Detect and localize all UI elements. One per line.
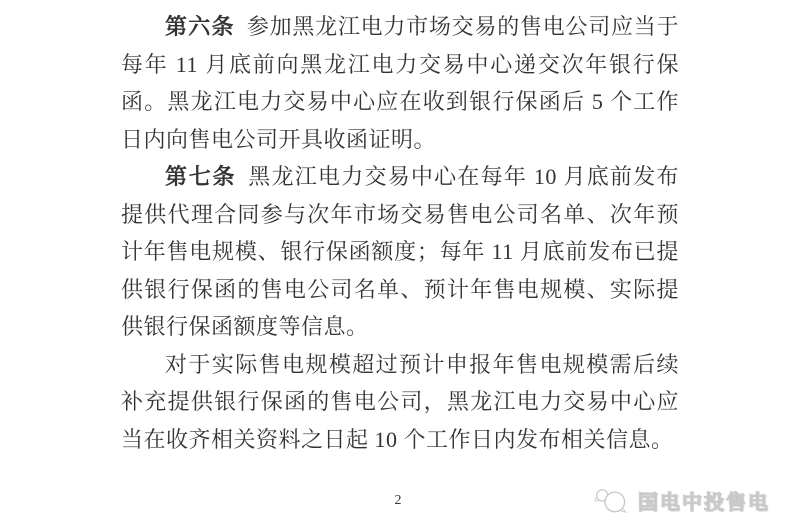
paragraph-article-7 (121, 158, 679, 346)
watermark-label: 国电中投售电 (638, 492, 770, 514)
paragraph-text: 参加黑龙江电力市场交易的售电公司应当于每年 11 月底前向黑龙江电力交易中心递交次年银行保函。黑龙江电力交易中心应在收到银行保函后 5 个工作日内向售电公司开具收函证明。 (121, 14, 679, 152)
article-heading: 第七条 (165, 164, 237, 189)
watermark (593, 486, 770, 515)
paragraph-supplement (121, 346, 679, 459)
document-body (121, 8, 679, 458)
wechat-logo-icon (593, 487, 631, 515)
page-number: 2 (394, 493, 402, 508)
article-heading: 第六条 (165, 14, 235, 39)
paragraph-text: 黑龙江电力交易中心在每年 10 月底前发布提供代理合同参与次年市场交易售电公司名单、次年预计年售电规模、银行保函额度；每年 11 月底前发布已提供银行保函的售电公司名单、预计年售电规模、实际提供银行保函额度等信息。 (121, 164, 679, 339)
paragraph-text: 对于实际售电规模超过预计申报年售电规模需后续补充提供银行保函的售电公司，黑龙江电力交易中心应当在收齐相关资料之日起 10 个工作日内发布相关信息。 (121, 351, 679, 452)
paragraph-article-6 (121, 8, 679, 158)
